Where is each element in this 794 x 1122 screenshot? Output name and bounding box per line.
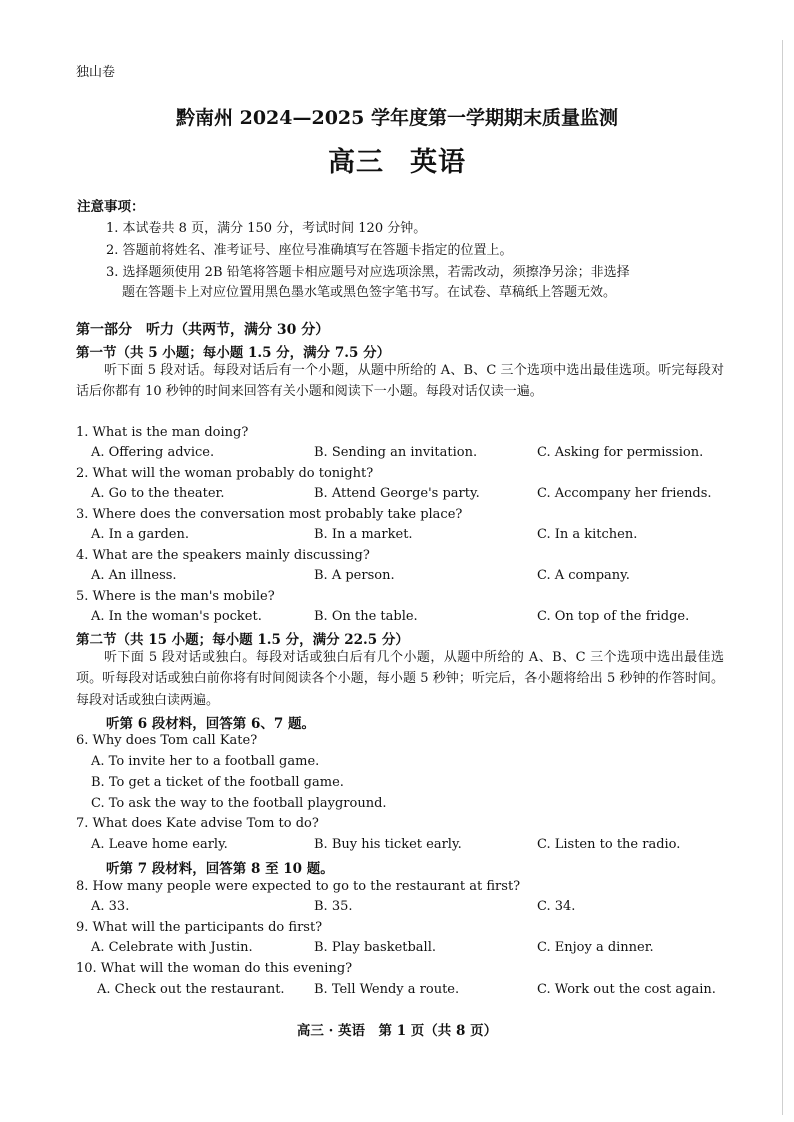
- q2-option-c: C. Accompany her friends.: [537, 486, 712, 501]
- section1-heading: 第一节（共 5 小题；每小题 1.5 分，满分 7.5 分）: [76, 345, 391, 361]
- q5-option-a: A. In the woman's pocket.: [91, 609, 262, 624]
- question-5: 5. Where is the man's mobile?: [76, 589, 275, 604]
- q3-option-c: C. In a kitchen.: [537, 527, 638, 542]
- section2-instructions: 听下面 5 段对话或独白。每段对话或独白后有几个小题，从题中所给的 A、B、C 三个选项中选出最佳选项。听每段对话或独白前你将有时间阅读各个小题，每小题 5 秒钟；听完后，各小题将给出 5 秒钟的作答时间。每段对话或独白读两遍。: [76, 650, 724, 708]
- part1-heading: 第一部分 听力（共两节，满分 30 分）: [76, 322, 330, 338]
- q7-option-b: B. Buy his ticket early.: [314, 837, 462, 852]
- notice-heading: 注意事项：: [77, 199, 145, 215]
- q3-option-b: B. In a market.: [314, 527, 413, 542]
- notice-item-3: 3. 选择题须使用 2B 铅笔将答题卡相应题号对应选项涂黑，若需改动，须擦净另涂；非选择: [106, 265, 630, 280]
- q4-option-b: B. A person.: [314, 568, 395, 583]
- page-edge-line: [782, 40, 783, 1115]
- q5-option-c: C. On top of the fridge.: [537, 609, 690, 624]
- q8-option-a: A. 33.: [91, 899, 130, 914]
- question-8: 8. How many people were expected to go to the restaurant at first?: [76, 879, 521, 894]
- notice-item-1: 1. 本试卷共 8 页，满分 150 分，考试时间 120 分钟。: [106, 221, 427, 236]
- question-10: 10. What will the woman do this evening?: [76, 961, 353, 976]
- q4-option-c: C. A company.: [537, 568, 630, 583]
- question-4: 4. What are the speakers mainly discussing?: [76, 548, 370, 563]
- q7-option-c: C. Listen to the radio.: [537, 837, 681, 852]
- q3-option-a: A. In a garden.: [91, 527, 189, 542]
- q8-option-c: C. 34.: [537, 899, 576, 914]
- q6-option-a: A. To invite her to a football game.: [91, 754, 320, 769]
- q6-option-b: B. To get a ticket of the football game.: [91, 775, 344, 790]
- page-footer: 高三 · 英语 第 1 页（共 8 页）: [296, 1023, 498, 1039]
- q2-option-a: A. Go to the theater.: [91, 486, 225, 501]
- notice-item-3-cont: 题在答题卡上对应位置用黑色墨水笔或黑色签字笔书写。在试卷、草稿纸上答题无效。: [122, 285, 617, 300]
- q10-option-a: A. Check out the restaurant.: [97, 982, 285, 997]
- question-3: 3. Where does the conversation most probably take place?: [76, 507, 463, 522]
- q10-option-c: C. Work out the cost again.: [537, 982, 716, 997]
- exam-title: 黔南州 2024—2025 学年度第一学期期末质量监测: [176, 107, 618, 129]
- q4-option-a: A. An illness.: [91, 568, 177, 583]
- paper-tag: 独山卷: [76, 65, 116, 80]
- q1-option-c: C. Asking for permission.: [537, 445, 704, 460]
- q5-option-b: B. On the table.: [314, 609, 418, 624]
- exam-subtitle: [0, 140, 794, 179]
- question-2: 2. What will the woman probably do tonight?: [76, 466, 374, 481]
- q9-option-c: C. Enjoy a dinner.: [537, 940, 654, 955]
- q8-option-b: B. 35.: [314, 899, 353, 914]
- section2-heading: 第二节（共 15 小题；每小题 1.5 分，满分 22.5 分）: [76, 632, 409, 648]
- question-6: 6. Why does Tom call Kate?: [76, 733, 258, 748]
- grade-label: 高三: [328, 147, 384, 178]
- q1-option-a: A. Offering advice.: [91, 445, 215, 460]
- question-7: 7. What does Kate advise Tom to do?: [76, 816, 319, 831]
- listen-material-6: 听第 6 段材料，回答第 6、7 题。: [106, 716, 315, 732]
- q1-option-b: B. Sending an invitation.: [314, 445, 478, 460]
- notice-item-2: 2. 答题前将姓名、准考证号、座位号准确填写在答题卡指定的位置上。: [106, 243, 513, 258]
- q7-option-a: A. Leave home early.: [91, 837, 228, 852]
- q9-option-b: B. Play basketball.: [314, 940, 437, 955]
- q2-option-b: B. Attend George's party.: [314, 486, 480, 501]
- listen-material-7: 听第 7 段材料，回答第 8 至 10 题。: [106, 861, 334, 877]
- subject-label: 英语: [410, 147, 466, 178]
- question-9: 9. What will the participants do first?: [76, 920, 323, 935]
- section1-instructions: 听下面 5 段对话。每段对话后有一个小题，从题中所给的 A、B、C 三个选项中选出最佳选项。听完每段对话后你都有 10 秒钟的时间来回答有关小题和阅读下一小题。每段对话仅读一遍。: [76, 363, 724, 400]
- q9-option-a: A. Celebrate with Justin.: [91, 940, 253, 955]
- question-1: 1. What is the man doing?: [76, 425, 249, 440]
- q10-option-b: B. Tell Wendy a route.: [314, 982, 460, 997]
- q6-option-c: C. To ask the way to the football playground.: [91, 796, 387, 811]
